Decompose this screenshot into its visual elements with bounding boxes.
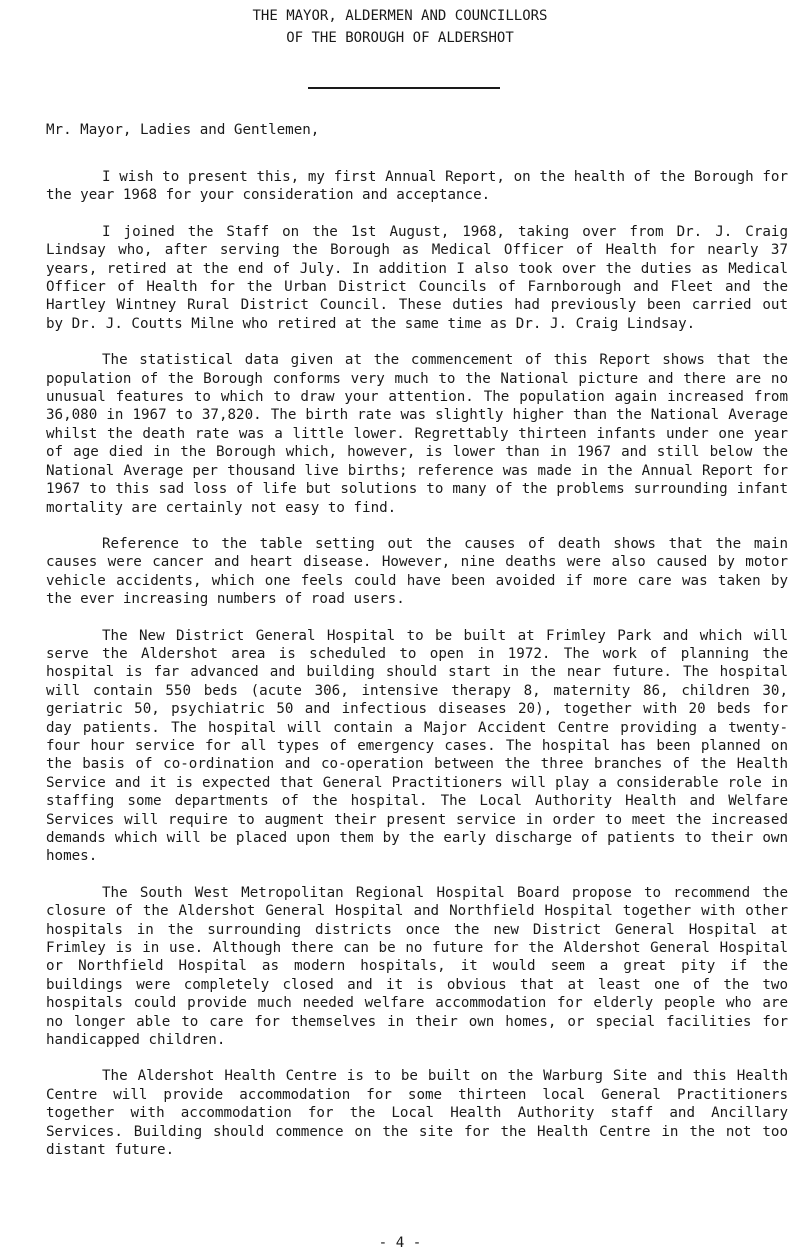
salutation: Mr. Mayor, Ladies and Gentlemen, <box>46 122 320 138</box>
paragraph-hospital-closure: The South West Metropolitan Regional Hospital Board propose to recommend the closure of the Aldershot General Hospital and Northfield Hospital together with other hospitals in the surrounding districts once the new District General Hospital at Frimley is in use. Although there can be no future for the Aldershot General Hospital or Northfield Hospital as modern hospitals, it would seem a great pity if the buildings were completely closed and it is obvious that at least one of the two hospitals could provide much needed welfare accommodation for elderly people who are no longer able to care for themselves in their own homes, or special facilities for handicapped children. <box>46 884 788 1049</box>
heading-line-2: OF THE BOROUGH OF ALDERSHOT <box>286 30 514 46</box>
paragraph-staff: I joined the Staff on the 1st August, 1968, taking over from Dr. J. Craig Lindsay who, after serving the Borough as Medical Officer of Health for nearly 37 years, retired at the end of July. In addition I also took over the duties as Medical Officer of Health for the Urban District Councils of Farnborough and Fleet and the Hartley Wintney Rural District Council. These duties had previously been carried out by Dr. J. Coutts Milne who retired at the same time as Dr. J. Craig Lindsay. <box>46 223 788 332</box>
paragraph-health-centre: The Aldershot Health Centre is to be built on the Warburg Site and this Health Centre will provide accommodation for some thirteen local General Practitioners together with accommodation for the Local Health Authority staff and Ancillary Services. Building should commence on the site for the Health Centre in the not too distant future. <box>46 1068 788 1159</box>
paragraph-causes-of-death: Reference to the table setting out the causes of death shows that the main causes were cancer and heart disease. However, nine deaths were also caused by motor vehicle accidents, which one feels could have been avoided if more care was taken by the ever increasing numbers of road users. <box>46 535 788 608</box>
page-number: - 4 - <box>378 1235 422 1251</box>
paragraph-statistics: The statistical data given at the commencement of this Report shows that the population of the Borough conforms very much to the National picture and there are no unusual features to which to draw your attention. The population again increased from 36,080 in 1967 to 37,820. The birth rate was slightly higher than the National Average whilst the death rate was a little lower. Regrettably thirteen infants under one year of age died in the Borough which, however, is lower than in 1967 and still below the National Average per thousand live births; reference was made in the Annual Report for 1967 to this sad loss of life but solutions to many of the problems surrounding infant mortality are certainly not easy to find. <box>46 352 788 516</box>
report-body <box>46 168 788 1178</box>
heading-line-1: THE MAYOR, ALDERMEN AND COUNCILLORS <box>252 8 548 24</box>
paragraph-intro: I wish to present this, my first Annual Report, on the health of the Borough for the year 1968 for your consideration and acceptance. <box>46 169 788 204</box>
heading-underline <box>308 87 500 89</box>
paragraph-new-hospital: The New District General Hospital to be built at Frimley Park and which will serve the Aldershot area is scheduled to open in 1972. The work of planning the hospital is far advanced and building should start in the near future. The hospital will contain 550 beds (acute 306, intensive therapy 8, maternity 86, children 30, geriatric 50, psychiatric 50 and infectious diseases 20), together with 20 beds for day patients. The hospital will contain a Major Accident Centre providing a twenty-four hour service for all types of emergency cases. The hospital has been planned on the basis of co-ordination and co-operation between the three branches of the Health Service and it is expected that General Practitioners will play a considerable role in staffing some departments of the hospital. The Local Authority Health and Welfare Services will require to augment their present service in order to meet the increased demands which will be placed upon them by the early discharge of patients to their own homes. <box>46 627 788 865</box>
